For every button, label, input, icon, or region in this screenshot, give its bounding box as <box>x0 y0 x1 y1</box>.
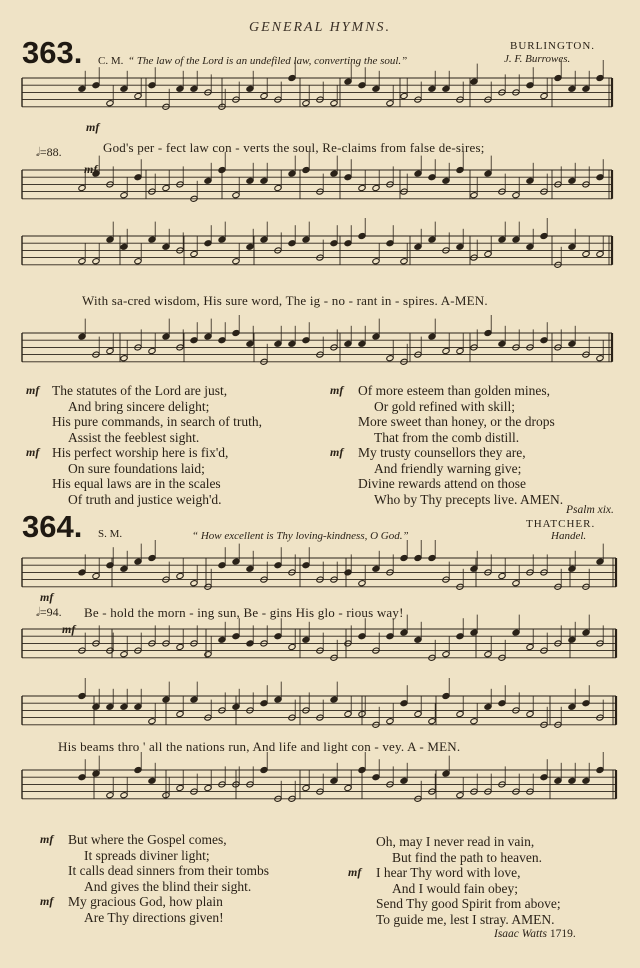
stanza-line: My trusty counsellors they are, <box>358 445 526 460</box>
hymn-363-meter: C. M. <box>98 55 124 67</box>
stanza-line: Who by Thy precepts live. AMEN. <box>374 491 564 507</box>
stanza-dynamic: mf <box>26 445 40 459</box>
stanza-line: His perfect worship here is fix'd, <box>52 445 229 460</box>
stanza <box>348 834 638 865</box>
stanza-line: And I would fain obey; <box>392 880 518 896</box>
hymn-363-composer: J. F. Burrowes. <box>504 53 571 65</box>
stanza-line: Oh, may I never read in vain, <box>376 834 535 849</box>
stanza-dynamic: mf <box>330 383 344 397</box>
hymn-364-stanzas-left <box>40 832 340 925</box>
stanza-line: It spreads diviner light; <box>84 847 210 863</box>
hymn-364-composer: Handel. <box>551 530 587 542</box>
stanza-line: My gracious God, how plain <box>68 894 223 909</box>
hymn-364-tempo: 𝅗𝅥=94. <box>36 605 62 619</box>
page-header: GENERAL HYMNS. <box>248 20 392 35</box>
stanza-line: I hear Thy word with love, <box>376 865 521 880</box>
stanza-line: Or gold refined with skill; <box>374 398 515 414</box>
stanza-line: To guide me, lest I stray. AMEN. <box>376 911 555 927</box>
hymn-363-dynamic-bass: mf <box>84 162 98 176</box>
hymn-364-number: 364. <box>22 509 83 544</box>
hymn-363-dynamic: mf <box>86 120 100 134</box>
stanza-line: That from the comb distill. <box>374 429 520 445</box>
hymn-363-lyrics-line1: God's per - fect law con - verts the soul, Re-claims from false de-sires; <box>103 140 485 155</box>
stanza-line: His pure commands, in search of truth, <box>52 414 262 429</box>
hymn-364-tempo-value: =94. <box>39 605 62 619</box>
hymn-363-stanzas-right <box>330 383 630 507</box>
hymn-364-lyrics-line1: Be - hold the morn - ing sun, Be - gins His glo - rious way! <box>84 605 404 620</box>
hymn-363-source: Psalm xix. <box>566 504 614 516</box>
hymn-363-tune: BURLINGTON. <box>510 40 596 52</box>
stanza <box>26 383 326 445</box>
stanza-dynamic: mf <box>26 383 40 397</box>
stanza-line: Assist the feeblest sight. <box>68 429 200 445</box>
stanza <box>330 445 630 507</box>
hymn-364-dynamic: mf <box>40 590 54 604</box>
hymn-364-tune: THATCHER. <box>526 518 596 530</box>
stanza <box>40 832 340 894</box>
stanza-dynamic: mf <box>40 832 54 846</box>
stanza-line: And friendly warning give; <box>374 460 522 476</box>
stanza-line: On sure foundations laid; <box>68 460 205 476</box>
hymn-364-motto: “ How excellent is Thy loving-kindness, O God.” <box>192 530 409 542</box>
stanza-dynamic: mf <box>40 894 54 908</box>
hymn-363-tempo-value: =88. <box>39 145 62 159</box>
stanza-dynamic: mf <box>330 445 344 459</box>
stanza-line: Are Thy directions given! <box>84 909 224 925</box>
stanza-line: Send Thy good Spirit from above; <box>376 896 561 911</box>
stanza <box>330 383 630 445</box>
stanza-dynamic: mf <box>348 865 362 879</box>
stanza-line: The statutes of the Lord are just, <box>52 383 228 398</box>
hymn-364-author: Isaac Watts <box>494 928 547 940</box>
hymn-364-year: 1719. <box>549 928 576 940</box>
stanza-line: And gives the blind their sight. <box>84 878 252 894</box>
stanza <box>40 894 340 925</box>
stanza-line: His equal laws are in the scales <box>52 476 221 491</box>
stanza-line: And bring sincere delight; <box>68 398 210 414</box>
stanza <box>26 445 326 507</box>
stanza-line: But find the path to heaven. <box>392 849 542 865</box>
hymn-363-motto: “ The law of the Lord is an undefiled law, converting the soul.” <box>128 55 408 67</box>
hymn-363-lyrics-line2: With sa-cred wisdom, His sure word, The ig - no - rant in - spires. A-MEN. <box>82 293 488 308</box>
stanza-line: But where the Gospel comes, <box>68 832 227 847</box>
hymn-364-meter: S. M. <box>98 528 123 540</box>
hymn-363-number: 363. <box>22 35 83 70</box>
hymn-364-stanzas-right <box>348 834 638 927</box>
stanza-line: Divine rewards attend on those <box>358 476 526 491</box>
hymn-363-stanzas-left <box>26 383 326 507</box>
stanza-line: It calls dead sinners from their tombs <box>68 863 269 878</box>
stanza-line: Of truth and justice weigh'd. <box>68 491 222 507</box>
stanza-line: More sweet than honey, or the drops <box>358 414 555 429</box>
stanza-line: Of more esteem than golden mines, <box>358 383 550 398</box>
hymn-363-tempo: 𝅗𝅥=88. <box>36 145 62 159</box>
hymn-364-credit <box>494 928 576 940</box>
hymn-364-dynamic-bass: mf <box>62 622 76 636</box>
stanza <box>348 865 638 927</box>
hymn-364-lyrics-line2: His beams thro ' all the nations run, And life and light con - vey. A - MEN. <box>58 739 461 754</box>
